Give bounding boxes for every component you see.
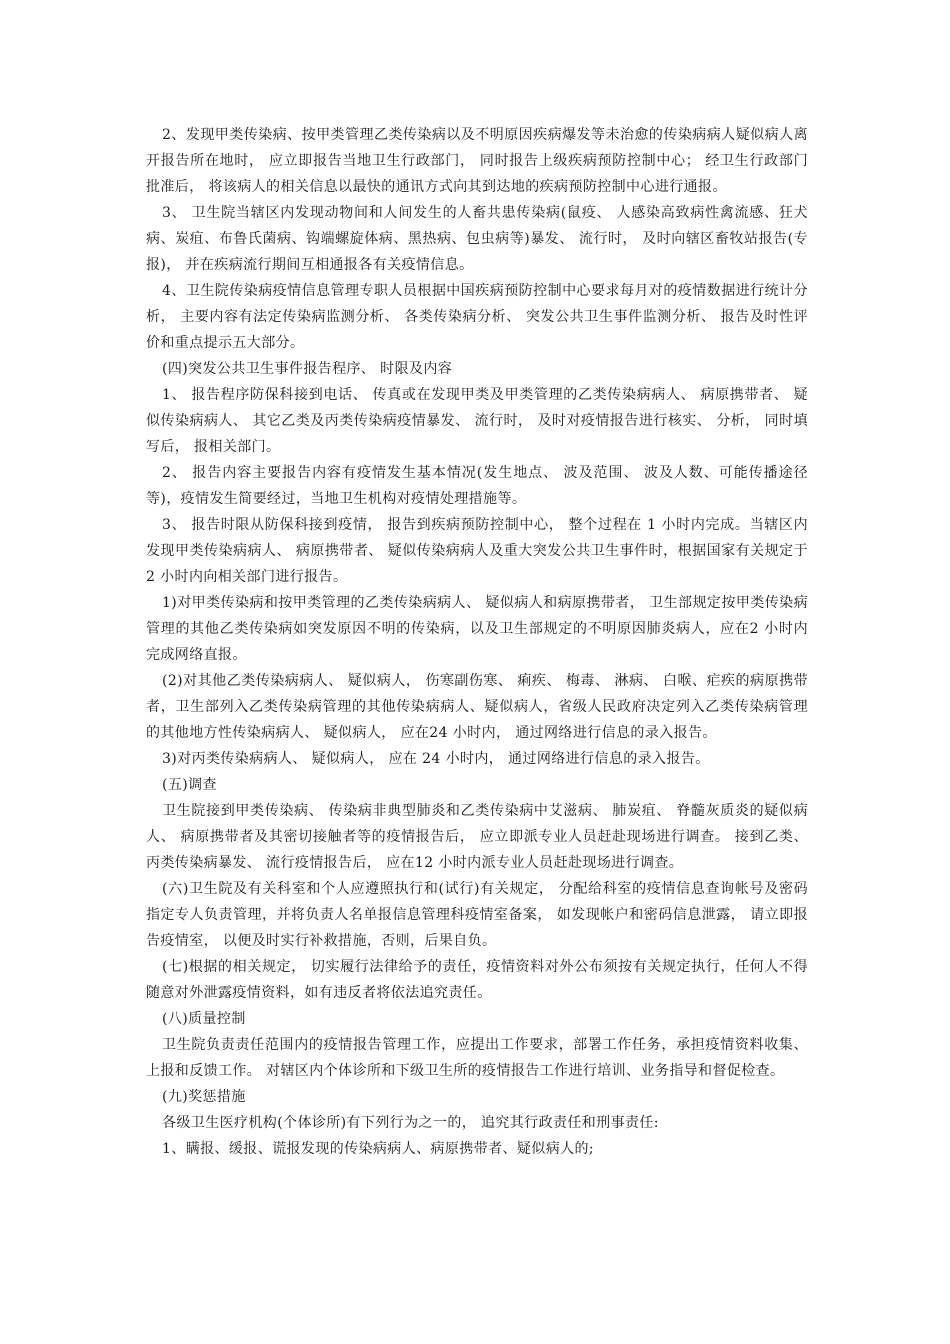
section-heading-5: (五)调查 <box>162 777 217 793</box>
paragraph-quality-control: 卫生院负责责任范围内的疫情报告管理工作，应提出工作要求，部署工作任务，承担疫情资料收集、 上报和反馈工作。 对辖区内个体诊所和下级卫生所的疫情报告工作进行培训、业务指导和督促检查。 <box>146 1037 808 1079</box>
paragraph-report-time-limit: 3、 报告时限从防保科接到疫情， 报告到疾病预防控制中心， 整个过程在 1 小时内完成。当辖区内发现甲类传染病病人、 病原携带者、 疑似传染病病人及重大突发公共卫生事件时，根据国家有关规定于2 小时内向相关部门进行报告。 <box>146 517 808 585</box>
paragraph-report-type-a-leave: 2、发现甲类传染病、按甲类管理乙类传染病以及不明原因疾病爆发等未治愈的传染病病人疑似病人离开报告所在地时， 应立即报告当地卫生行政部门， 同时报告上级疾病预防控制中心； 经卫生行政部门批准后， 将该病人的相关信息以最快的通讯方式向其到达地的疾病预防控制中心进行通报。 <box>146 127 808 195</box>
section-heading-9: (九)奖惩措施 <box>162 1089 246 1105</box>
paragraph-monthly-analysis: 4、卫生院传染病疫情信息管理专职人员根据中国疾病预防控制中心要求每月对的疫情数据进行统计分析， 主要内容有法定传染病监测分析、 各类传染病分析、 突发公共卫生事件监测分析、 报告及时性评价和重点提示五大部分。 <box>146 283 808 351</box>
paragraph-zoonosis-report: 3、 卫生院当辖区内发现动物间和人间发生的人畜共患传染病(鼠疫、 人感染高致病性禽流感、狂犬病、炭疽、布鲁氏菌病、钩端螺旋体病、黑热病、包虫病等)暴发、 流行时， 及时向辖区畜牧站报告(专报)， 并在疾病流行期间互相通报各有关疫情信息。 <box>146 205 808 273</box>
section-heading-8: (八)质量控制 <box>162 1011 246 1027</box>
paragraph-report-procedure: 1、 报告程序防保科接到电话、 传真或在发现甲类及甲类管理的乙类传染病病人、 病原携带者、 疑似传染病病人、 其它乙类及丙类传染病疫情暴发、 流行时， 及时对疫情报告进行核实、 分析， 同时填写后， 报相关部门。 <box>146 387 808 455</box>
paragraph-item-3: 3)对丙类传染病病人、 疑似病人， 应在 24 小时内， 通过网络进行信息的录入报告。 <box>162 751 710 767</box>
paragraph-investigation: 卫生院接到甲类传染病、 传染病非典型肺炎和乙类传染病中艾滋病、 肺炭疽、 脊髓灰质炎的疑似病人、 病原携带者及其密切接触者等的疫情报告后， 应立即派专业人员赶赴现场进行调查。 接到乙类、 丙类传染病暴发、 流行疫情报告后， 应在12 小时内派专业人员赶赴现场进行调查。 <box>146 803 808 871</box>
paragraph-section-6: (六)卫生院及有关科室和个人应遵照执行和(试行)有关规定， 分配给科室的疫情信息查询帐号及密码指定专人负责管理，并将负责人名单报信息管理科疫情室备案， 如发现帐户和密码信息泄露， 请立即报告疫情室， 以便及时实行补救措施，否则，后果自负。 <box>146 881 808 949</box>
paragraph-section-7: (七)根据的相关规定， 切实履行法律给予的责任，疫情资料对外公布须按有关规定执行，任何人不得随意对外泄露疫情资料，如有违反者将依法追究责任。 <box>146 959 808 1001</box>
paragraph-item-1: 1)对甲类传染病和按甲类管理的乙类传染病病人、 疑似病人和病原携带者， 卫生部规定按甲类传染病管理的其他乙类传染病如突发原因不明的传染病，以及卫生部规定的不明原因肺炎病人，应在2 小时内完成网络直报。 <box>146 595 808 663</box>
document-body <box>146 122 808 1162</box>
section-heading-4: (四)突发公共卫生事件报告程序、 时限及内容 <box>162 361 453 377</box>
paragraph-report-content: 2、 报告内容主要报告内容有疫情发生基本情况(发生地点、 波及范围、 波及人数、可能传播途径等)，疫情发生简要经过，当地卫生机构对疫情处理措施等。 <box>146 465 808 507</box>
paragraph-penalty-intro: 各级卫生医疗机构(个体诊所)有下列行为之一的， 追究其行政责任和刑事责任: <box>162 1115 659 1131</box>
paragraph-penalty-item-1: 1、瞒报、缓报、谎报发现的传染病病人、病原携带者、疑似病人的; <box>162 1141 595 1157</box>
paragraph-item-2: (2)对其他乙类传染病病人、 疑似病人， 伤寒副伤寒、 痢疾、 梅毒、 淋病、 白喉、疟疾的病原携带者，卫生部列入乙类传染病管理的其他传染病病人、疑似病人，省级人民政府决定列入乙类传染病管理的其他地方性传染病病人、 疑似病人， 应在24 小时内， 通过网络进行信息的录入报告。 <box>146 673 808 741</box>
